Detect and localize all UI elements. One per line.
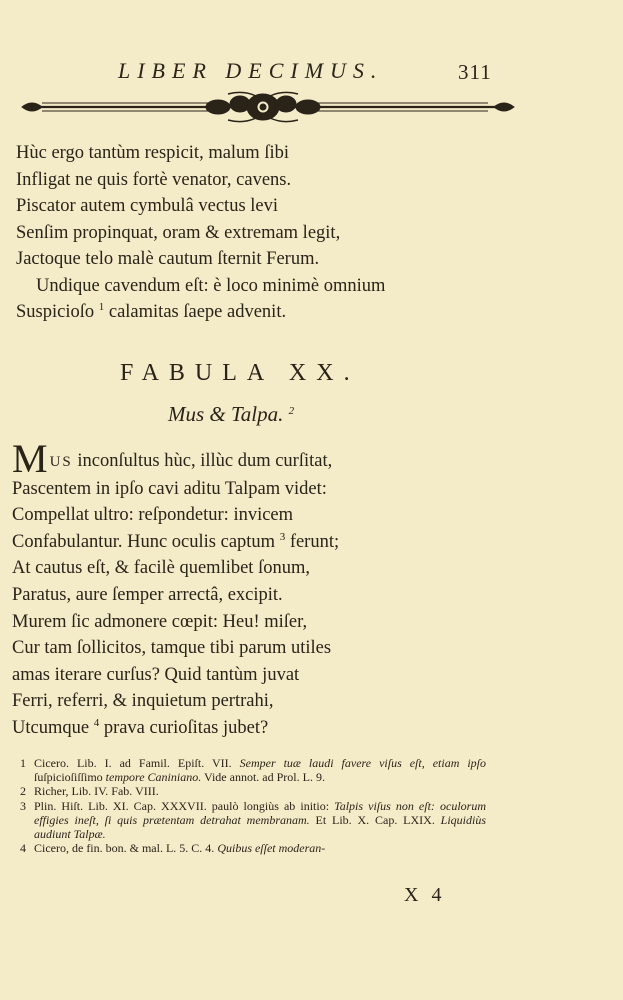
- verse-line: Senſim propinquat, oram & extremam legit,: [16, 222, 341, 243]
- poem-line: Compellat ultro: reſpondetur: invicem: [12, 505, 294, 526]
- fable-subtitle-text: Mus & Talpa.: [168, 402, 284, 426]
- footnote: [20, 841, 486, 855]
- verse-text: calamitas ſaepe advenit.: [108, 302, 287, 322]
- decorative-ornament-icon: [18, 90, 518, 124]
- poem-line: [12, 529, 502, 556]
- footnote-ref: 2: [288, 405, 295, 417]
- footnote-plain: Cicero, de fin. bon. & mal. L. 5. C. 4.: [34, 841, 215, 856]
- poem-text: ferunt;: [289, 531, 340, 552]
- footnote-plain: Vide annot. ad Prol. L. 9.: [204, 770, 325, 785]
- verse-line: Hùc ergo tantùm respicit, malum ſibi: [16, 143, 289, 163]
- footnote-text: [34, 756, 486, 784]
- verse-line: Jactoque telo malè cautum ſternit Ferum.: [16, 249, 320, 269]
- poem-line: Paratus, aure ſemper arrectâ, excipit.: [12, 584, 283, 605]
- footnote-ref: 4: [93, 716, 100, 729]
- footnote-text: [34, 799, 486, 842]
- footnote-number: 4: [20, 841, 26, 856]
- footnote-plain: Cicero. Lib. I. ad Famil. Epiſt. VII.: [34, 756, 232, 770]
- fable-heading: FABULA XX.: [120, 360, 360, 386]
- poem-line: Cur tam ſollicitos, tamque tibi parum utiles: [12, 638, 332, 659]
- fable-poem: [12, 436, 502, 742]
- verse-line: Undique cavendum eſt: è loco minimè omnium: [36, 275, 386, 296]
- verse-line: Piscator autem cymbulâ vectus levi: [16, 196, 279, 216]
- footnote: [20, 756, 486, 784]
- footnote-text: [34, 784, 486, 798]
- footnote-number: 3: [20, 798, 26, 813]
- footnote-italic: Liquidiùs audiunt Talpæ.: [34, 812, 487, 842]
- poem-line: amas iterare curſus? Quid tantùm juvat: [12, 664, 300, 685]
- fable-subtitle: [168, 402, 294, 427]
- footnotes: [20, 756, 486, 855]
- footnote-italic: Talpis viſus non eſt: oculorum effigies ineſt, ſi quis prætentam detrahat membranam.: [34, 798, 487, 827]
- poem-text: Utcumque: [12, 717, 90, 738]
- footnote: [20, 799, 486, 842]
- footnote-italic: Semper tuæ laudi favere viſus eſt, etiam ipſo: [239, 756, 487, 770]
- poem-text: inconſultus hùc, illùc dum curſitat,: [77, 451, 333, 471]
- poem-line: Murem ſic admonere cœpit: Heu! miſer,: [12, 611, 308, 632]
- poem-line: Pascentem in ipſo cavi aditu Talpam videt:: [12, 478, 327, 499]
- footnote-ref: 1: [98, 301, 105, 313]
- verse-line: Infligat ne quis fortè venator, cavens.: [16, 169, 292, 190]
- poem-line: [12, 715, 502, 742]
- footnote-number: 2: [20, 784, 26, 799]
- footnote-plain: Plin. Hiſt. Lib. XI. Cap. XXXVII. paulò longiùs ab initio:: [34, 798, 330, 813]
- signature-mark: X 4: [404, 884, 446, 906]
- verse-top: [16, 140, 496, 326]
- verse-text: Suspicioſo: [16, 302, 95, 322]
- footnote-number: 1: [20, 756, 26, 770]
- footnote-plain: ſuſpicioſiſſimo: [34, 770, 103, 785]
- footnote-italic: tempore Caniniano.: [105, 770, 202, 785]
- poem-text: prava curioſitas jubet?: [103, 717, 269, 738]
- footnote: [20, 784, 486, 798]
- footnote-plain: Et Lib. X. Cap. LXIX.: [315, 812, 435, 827]
- footnote-plain: Richer, Lib. IV. Fab. VIII.: [34, 784, 159, 799]
- running-title: LIBER DECIMUS.: [118, 58, 384, 83]
- footnote-text: [34, 841, 486, 855]
- poem-line: [12, 436, 502, 481]
- running-head: [0, 58, 623, 88]
- poem-line: At cautus eſt, & facilè quemlibet ſonum,: [12, 558, 310, 579]
- first-word: US: [49, 454, 73, 470]
- footnote-ref: 3: [279, 530, 286, 543]
- verse-line: [16, 299, 496, 326]
- poem-text: Confabulantur. Hunc oculis captum: [12, 531, 276, 552]
- drop-cap: M: [12, 436, 48, 481]
- poem-line: Ferri, referri, & inquietum pertrahi,: [12, 691, 274, 712]
- footnote-italic: Quibus eſſet moderan-: [217, 841, 326, 856]
- page-number: 311: [458, 60, 492, 84]
